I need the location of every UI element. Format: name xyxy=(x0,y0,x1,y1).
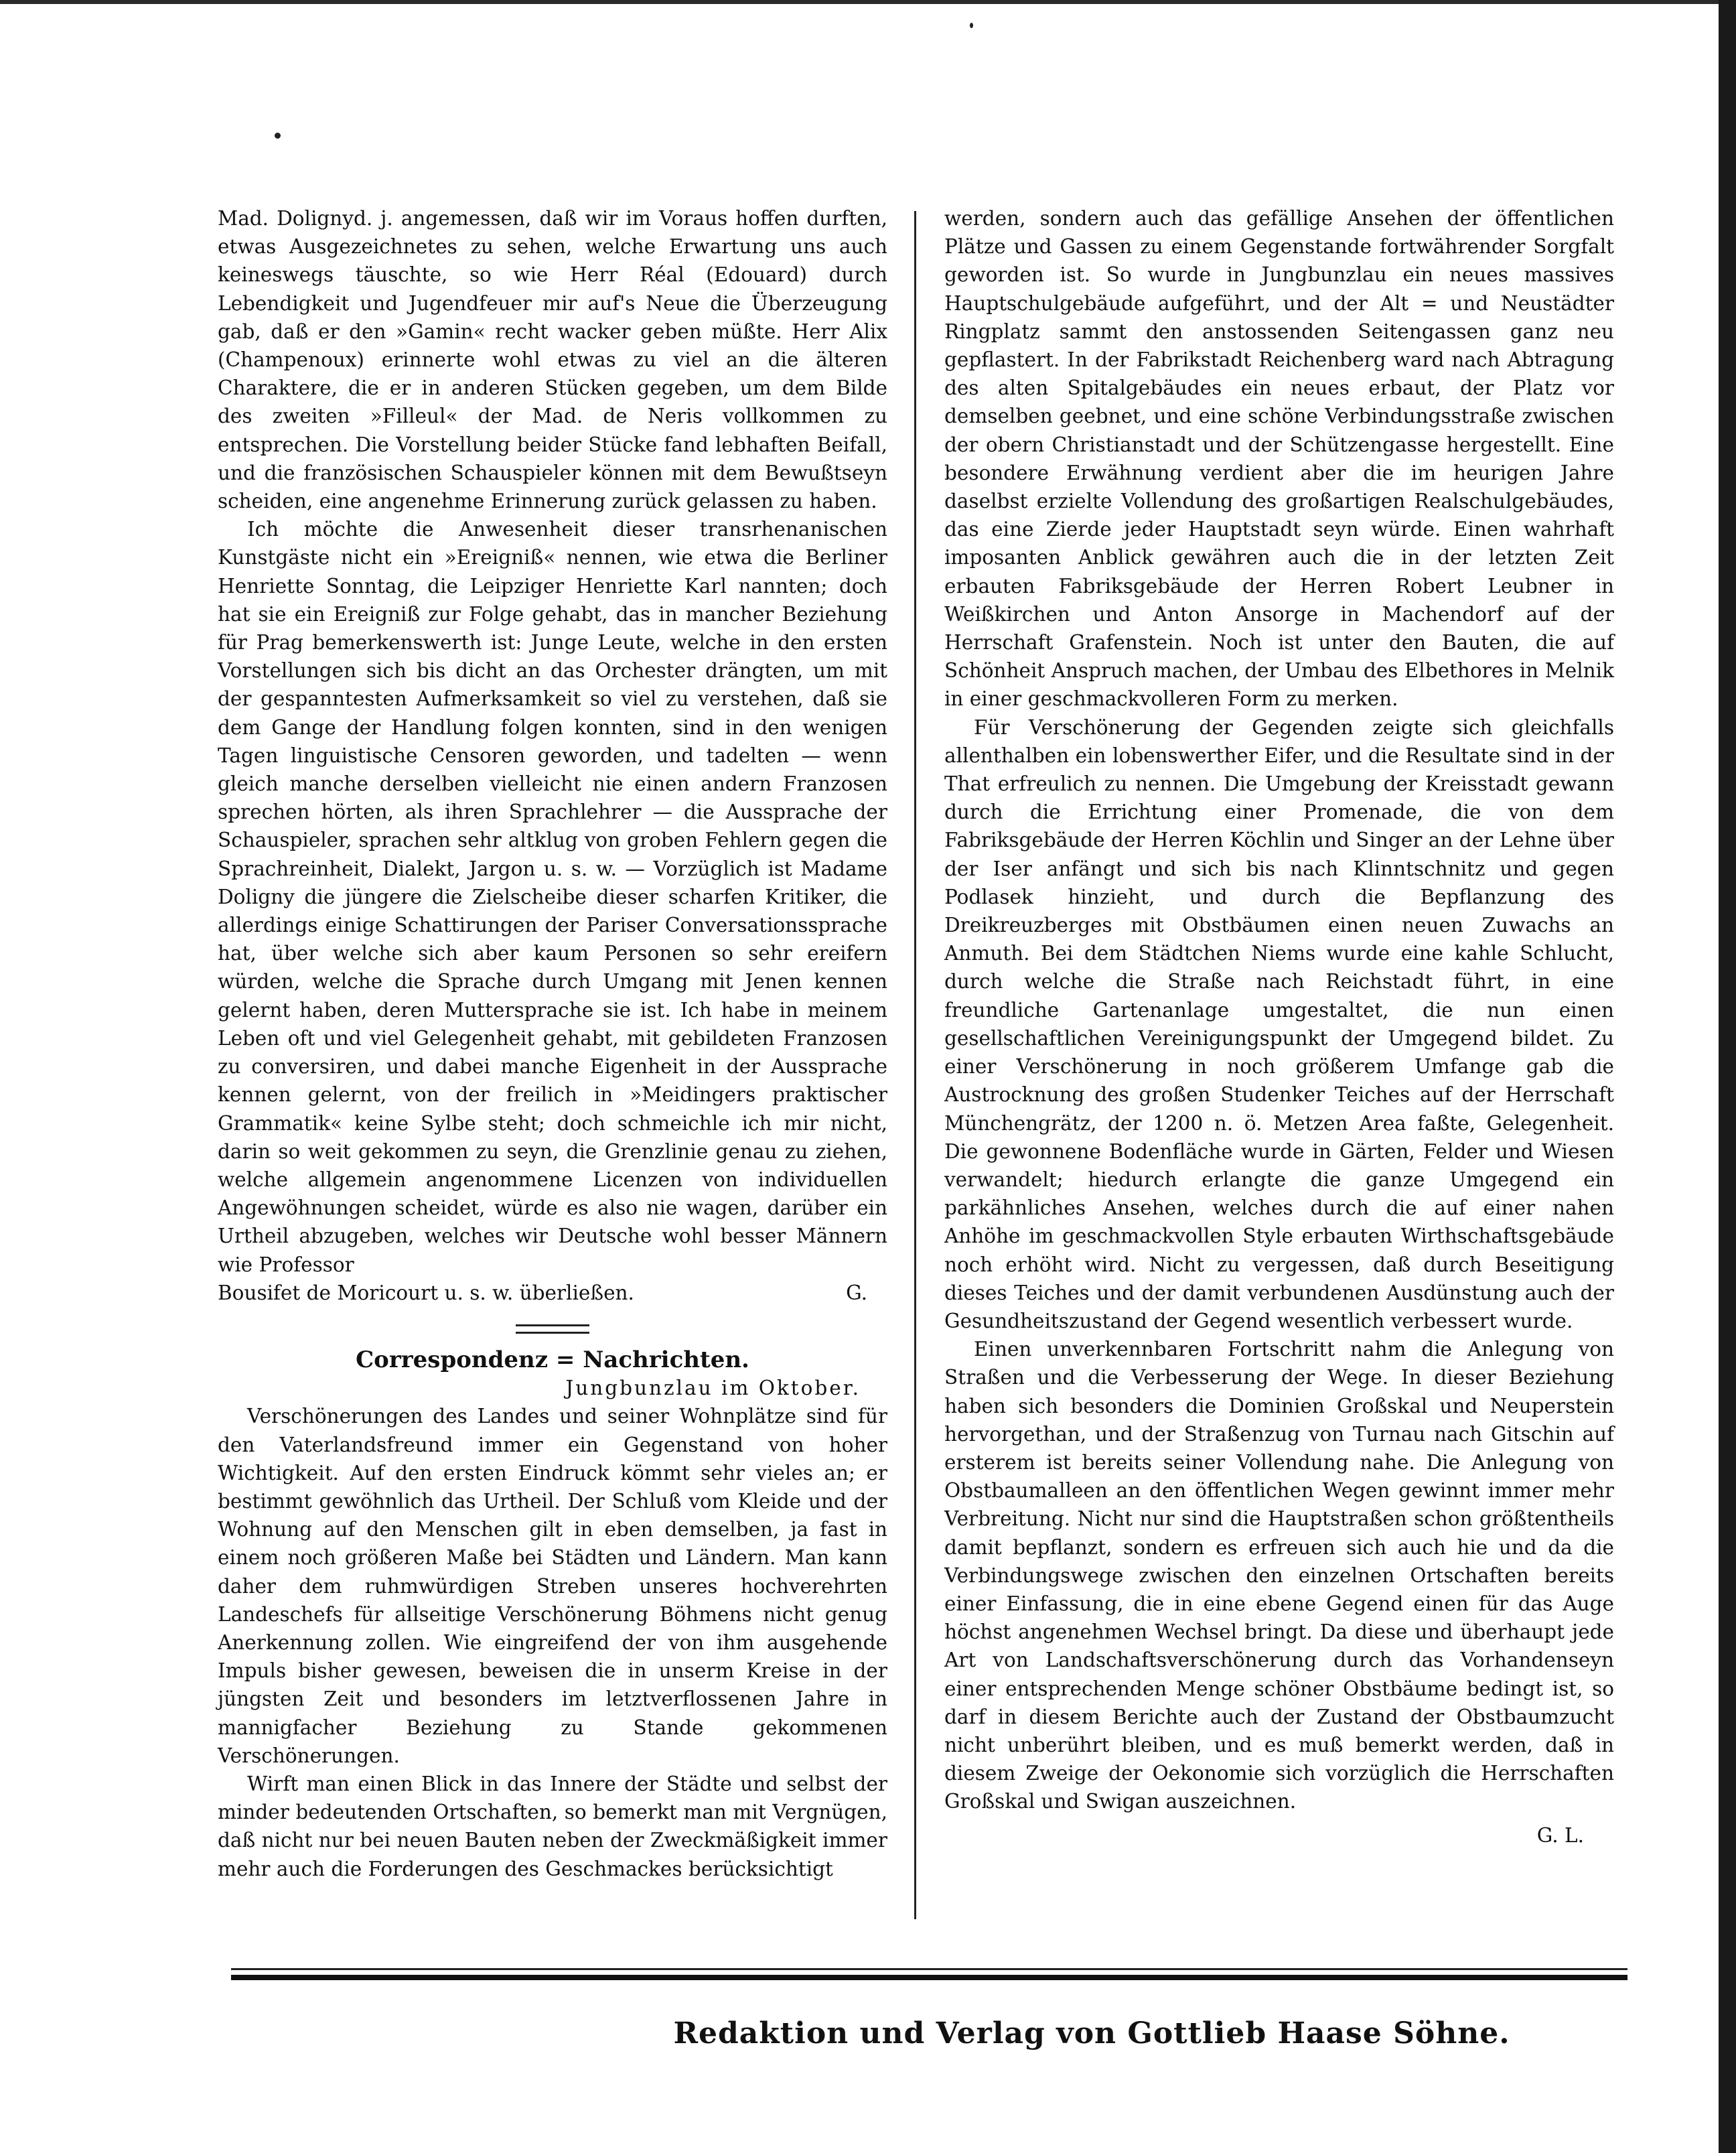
author-signature: G. L. xyxy=(1536,1823,1584,1847)
article-paragraph-end: Bousifet de Moricourt u. s. w. überließen. xyxy=(218,1281,634,1304)
dateline: Jungbunzlau im Oktober. xyxy=(565,1377,861,1400)
stray-mark xyxy=(970,23,973,28)
footer-rule xyxy=(231,1968,1628,1980)
column-divider xyxy=(914,211,916,1919)
section-heading: Correspondenz = Nachrichten. xyxy=(356,1346,749,1373)
stray-mark xyxy=(275,133,281,139)
article-paragraph: werden, sondern auch das gefällige Ansehen der öffentlichen Plätze und Gassen zu einem Gegenstande fortwährender Sorgfalt geworden ist. So wurde in Jungbunzlau ein neues massives Hauptschulgebäude aufgeführt, und der Alt = und Neustädter Ringplatz sammt den anstossenden Seitengassen ganz neu gepflastert. In der Fabrikstadt Reichenberg ward nach Abtragung des alten Spitalgebäudes ein neues erbaut, der Platz vor demselben geebnet, und eine schöne Verbindungsstraße zwischen der obern Christianstadt und der Schützengasse hergestellt. Eine besondere Erwähnung verdient aber die im heurigen Jahre daselbst erzielte Vollendung des großartigen Realschulgebäudes, das eine Zierde jeder Hauptstadt seyn würde. Einen wahrhaft imposanten Anblick gewähren auch die in der letzten Zeit erbauten Fabriksgebäude der Herren Robert Leubner in Weißkirchen und Anton Ansorge in Machendorf auf der Herrschaft Grafenstein. Noch ist unter den Bauten, die auf Schönheit Anspruch machen, der Umbau des Elbethores in Melnik in einer geschmackvolleren Form zu merken. xyxy=(944,207,1614,711)
article-paragraph: Für Verschönerung der Gegenden zeigte sich gleichfalls allenthalben ein lobenswerther Eifer, und die Resultate sind in der That erfreulich zu nennen. Die Umgebung der Kreisstadt gewann durch die Errichtung einer Promenade, die von dem Fabriksgebäude der Herren Köchlin und Singer an der Lehne über der Iser anfängt und sich bis nach Klinntschnitz und gegen Podlasek hinzieht, und durch die Bepflanzung des Dreikreuzberges mit Obstbäumen einen neuen Zuwachs an Anmuth. Bei dem Städtchen Niems wurde eine kahle Schlucht, durch welche die Straße nach Reichstadt führt, in eine freundliche Gartenanlage umgestaltet, die nun einen gesellschaftlichen Vereinigungspunkt der Umgegend bildet. Zu einer Verschönerung in noch größerem Umfange gab die Austrocknung des großen Studenker Teiches auf der Herrschaft Münchengrätz, der 1200 n. ö. Metzen Area faßte, Gelegenheit. Die gewonnene Bodenfläche wurde in Gärten, Felder und Wiesen verwandelt; hiedurch erlangte die ganze Umgegend ein parkähnliches Ansehen, welches durch die auf einer nahen Anhöhe im geschmackvollen Style erbauten Wirthschaftsgebäude noch erhöht wird. Nicht zu vergessen, daß durch Beseitigung dieses Teiches und der damit verbundenen Ausdünstung auch der Gesundheitszustand der Gegend wesentlich verbessert wurde. xyxy=(944,715,1614,1332)
right-column xyxy=(944,204,1614,1919)
scan-top-edge xyxy=(0,0,1736,4)
article-paragraph: Ich möchte die Anwesenheit dieser transrhenanischen Kunstgäste nicht ein »Ereigniß« nennen, wie etwa die Berliner Henriette Sonntag, die Leipziger Henriette Karl nannten; doch hat sie ein Ereigniß zur Folge gehabt, das in mancher Beziehung für Prag bemerkenswerth ist: Junge Leute, welche in den ersten Vorstellungen sich bis dicht an das Orchester drängten, um mit der gespanntesten Aufmerksamkeit so viel zu verstehen, daß sie dem Gange der Handlung folgen konnten, sind in den wenigen Tagen linguistische Censoren geworden, und tadelten — wenn gleich manche derselben vielleicht nie einen andern Franzosen sprechen hörten, als ihren Sprachlehrer — die Aussprache der Schauspieler, sprachen sehr altklug von groben Fehlern gegen die Sprachreinheit, Dialekt, Jargon u. s. w. — Vorzüglich ist Madame Doligny die jüngere die Zielscheibe dieser scharfen Kritiker, die allerdings einige Schattirungen der Pariser Conversationssprache hat, über welche sich aber kaum Personen so sehr ereifern würden, welche die Sprache durch Umgang mit Jenen kennen gelernt haben, deren Muttersprache sie ist. Ich habe in meinem Leben oft und viel Gelegenheit gehabt, mit gebildeten Franzosen zu conversiren, und dabei manche Eigenheit in der Aussprache kennen gelernt, von der freilich in »Meidingers praktischer Grammatik« keine Sylbe steht; doch schmeichle ich mir nicht, darin so weit gekommen zu seyn, die Grenzlinie genau zu ziehen, welche allgemein angenommene Licenzen von individuellen Angewöhnungen scheidet, würde es also nie wagen, darüber ein Urtheil abzugeben, welches wir Deutsche wohl besser Männern wie Professor xyxy=(218,518,887,1276)
newspaper-page xyxy=(218,204,1631,1926)
left-column xyxy=(218,204,887,1919)
article-paragraph: Verschönerungen des Landes und seiner Wohnplätze sind für den Vaterlandsfreund immer ein Gegenstand von hoher Wichtigkeit. Auf den ersten Eindruck kömmt sehr vieles an; er bestimmt gewöhnlich das Urtheil. Der Schluß vom Kleide und der Wohnung auf den Menschen gilt in eben demselben, ja fast in einem noch größeren Maße bei Städten und Ländern. Man kann daher dem ruhmwürdigen Streben unseres hochverehrten Landeschefs für allseitige Verschönerung Böhmens nicht genug Anerkennung zollen. Wie eingreifend der von ihm ausgehende Impuls bisher gewesen, beweisen die in unserm Kreise in der jüngsten Zeit und besonders im letztverflossenen Jahre in mannigfacher Beziehung zu Stande gekommenen Verschönerungen. xyxy=(218,1405,887,1767)
article-paragraph: Mad. Dolignyd. j. angemessen, daß wir im Voraus hoffen durften, etwas Ausgezeichnetes zu sehen, welche Erwartung uns auch keineswegs täuschte, so wie Herr Réal (Edouard) durch Lebendigkeit und Jugendfeuer mir auf's Neue die Überzeugung gab, daß er den »Gamin« recht wacker geben müßte. Herr Alix (Champenoux) erinnerte wohl etwas zu viel an die älteren Charaktere, die er in anderen Stücken gegeben, um dem Bilde des zweiten »Filleul« der Mad. de Neris vollkommen zu entsprechen. Die Vorstellung beider Stücke fand lebhaften Beifall, und die französischen Schauspieler können mit dem Bewußtseyn scheiden, eine angenehme Erinnerung zurück gelassen zu haben. xyxy=(218,207,887,513)
article-paragraph: Einen unverkennbaren Fortschritt nahm die Anlegung von Straßen und die Verbesserung der Wege. In dieser Beziehung haben sich besonders die Dominien Großskal und Neuperstein hervorgethan, und der Straßenzug von Turnau nach Gitschin auf ersterem ist bereits seiner Vollendung nahe. Die Anlegung von Obstbaumalleen an den öffentlichen Wegen gewinnt immer mehr Verbreitung. Nicht nur sind die Hauptstraßen schon größtentheils damit bepflanzt, sondern es erfreuen sich auch hie und da die Verbindungswege zwischen den einzelnen Ortschaften bereits einer Einfassung, die in eine ebene Gegend einen für das Auge höchst angenehmen Wechsel bringt. Da diese und überhaupt jede Art von Landschaftsverschönerung durch das Vorhandenseyn einer entsprechenden Menge schöner Obstbäume bedingt ist, so darf in diesem Berichte auch der Zustand der Obstbaumzucht nicht unberührt bleiben, und es muß bemerkt werden, daß in diesem Zweige der Oekonomie sich vorzüglich die Herrschaften Großskal und Swigan auszeichnen. xyxy=(944,1338,1614,1813)
publisher-imprint: Redaktion und Verlag von Gottlieb Haase Söhne. xyxy=(673,2016,1510,2051)
scan-right-edge xyxy=(1719,0,1736,2153)
signature-line xyxy=(218,1279,887,1307)
article-paragraph: Wirft man einen Blick in das Innere der Städte und selbst der minder bedeutenden Ortschaften, so bemerkt man mit Vergnügen, daß nicht nur bei neuen Bauten neben der Zweckmäßigkeit immer mehr auch die Forderungen des Geschmackes berücksichtigt xyxy=(218,1772,887,1880)
section-separator xyxy=(516,1324,589,1334)
author-signature: G. xyxy=(846,1281,867,1304)
